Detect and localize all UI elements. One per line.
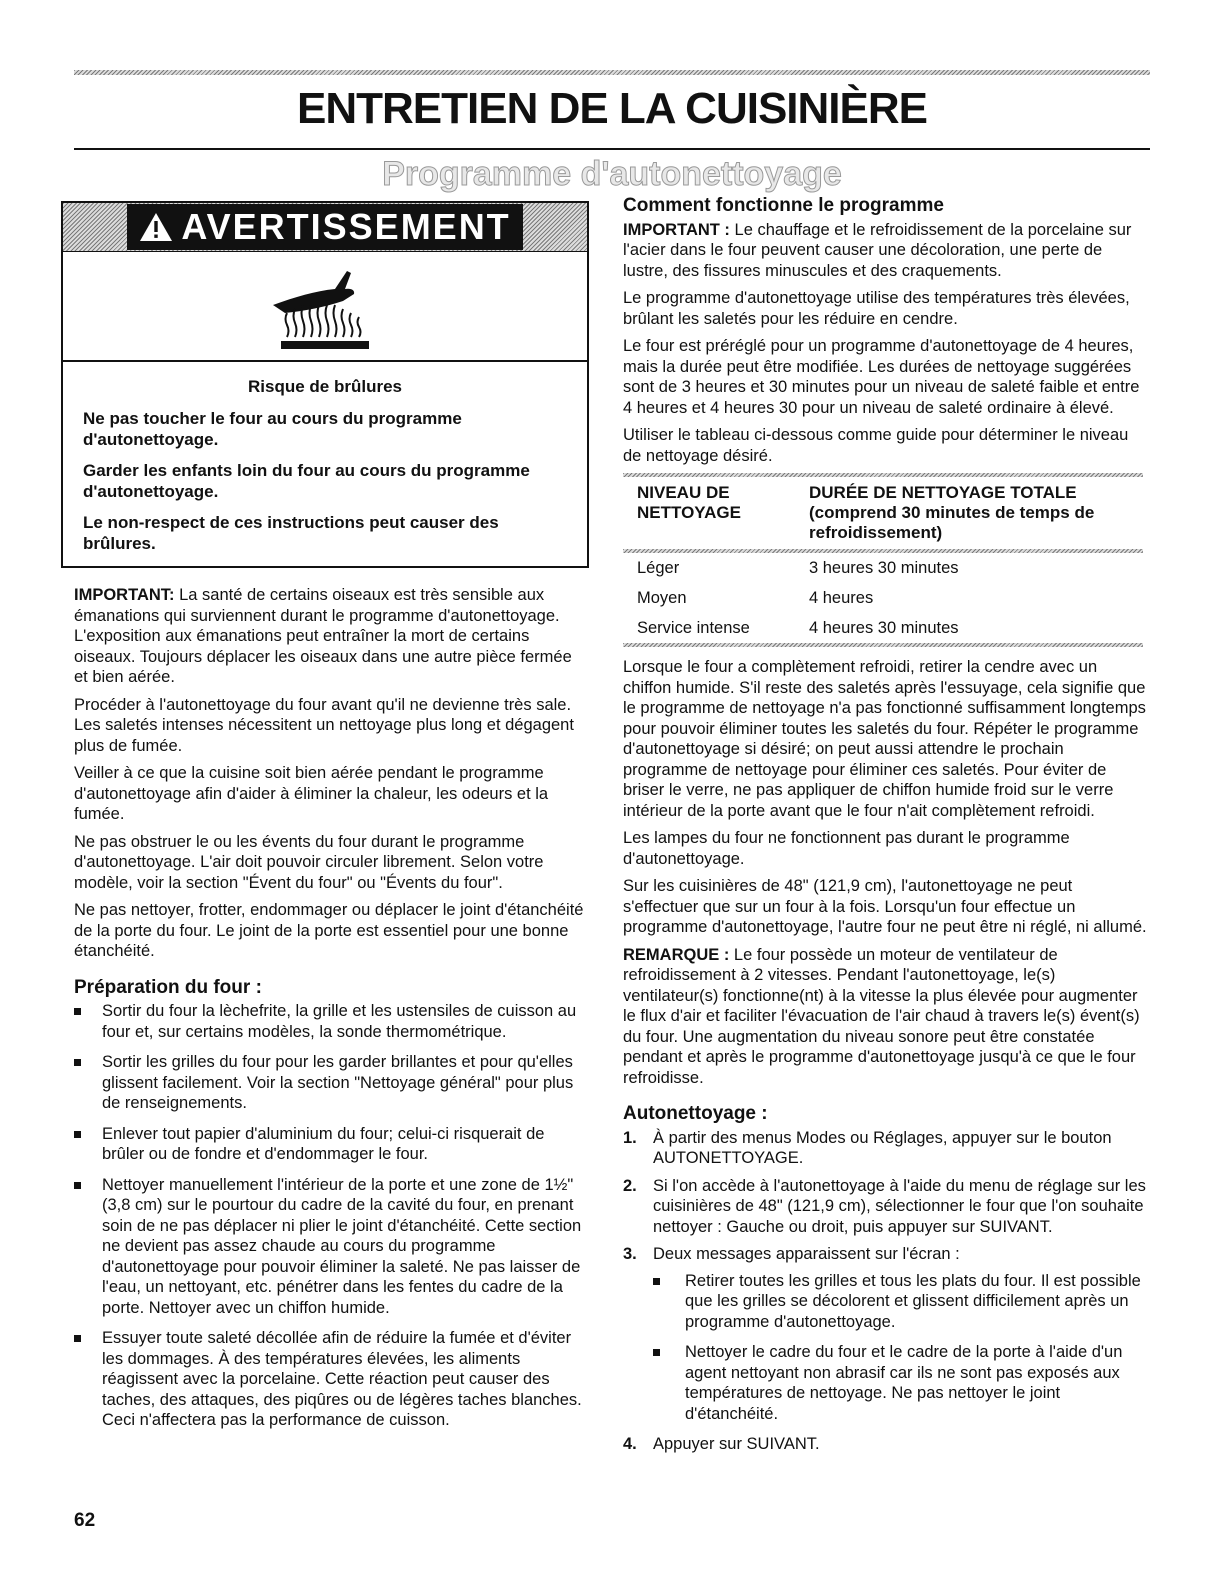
- step-item: [623, 1244, 1148, 1424]
- table-cell-duration: 3 heures 30 minutes: [809, 558, 959, 577]
- important-label: IMPORTANT :: [623, 220, 730, 239]
- step3-sublist: [623, 1271, 1148, 1425]
- title-divider: [74, 148, 1150, 150]
- warning-banner: [63, 203, 587, 252]
- section-title: Programme d'autonettoyage: [382, 155, 842, 193]
- remark-paragraph: [623, 945, 1148, 1089]
- remark-label: REMARQUE :: [623, 945, 730, 964]
- cleaning-duration-table: [623, 473, 1143, 647]
- important-text: La santé de certains oiseaux est très sensible aux émanations qui surviennent durant le programme d'autonettoyage. L'exposition aux émanations peut entraîner la mort de certains oiseaux. Toujours déplacer les oiseaux dans une autre pièce fermée et bien aérée.: [74, 586, 572, 686]
- paragraph: Utiliser le tableau ci-dessous comme guide pour déterminer le niveau de nettoyage désiré.: [623, 426, 1129, 465]
- step-item: [623, 1434, 1148, 1455]
- table-header-level: NIVEAU DE NETTOYAGE: [637, 483, 741, 522]
- table-header-duration: DURÉE DE NETTOYAGE TOTALE (comprend 30 minutes de temps de refroidissement): [809, 483, 1095, 542]
- warning-box: [61, 201, 589, 568]
- list-item: Essuyer toute saleté décollée afin de réduire la fumée et d'éviter les dommages. À des températures élevées, les aliments réagissent avec la porcelaine. Cette réaction peut causer des taches, des attaques, des piqûres ou de légères taches blanches. Ceci n'affectera pas la performance de cuisson.: [74, 1328, 586, 1431]
- step-text: Deux messages apparaissent sur l'écran :: [653, 1245, 960, 1263]
- warning-line: Garder les enfants loin du four au cours du programme d'autonettoyage.: [83, 461, 530, 501]
- important-text: Le chauffage et le refroidissement de la porcelaine sur l'acier dans le four peuvent causer une décoloration, une perte de lustre, des fissures minuscules et des craquements.: [623, 220, 1132, 280]
- list-item: Sortir les grilles du four pour les garder brillantes et pour qu'elles glissent facilement. Voir la section "Nettoyage général" pour plus de renseignements.: [74, 1052, 586, 1114]
- important-label: IMPORTANT:: [74, 586, 175, 604]
- paragraph: Lorsque le four a complètement refroidi, retirer la cendre avec un chiffon humide. S'il reste des saletés après l'essuyage, cela signifie que le programme de nettoyage n'a pas fonctionné suffisamment longtemps pour pouvoir éliminer toutes les saletés du four. Répéter le programme d'autonettoyage si désiré; on peut aussi attendre le prochain programme de nettoyage pour éliminer ces saletés. Pour éviter de briser le verre, ne pas appliquer de chiffon humide froid sur le verre intérieur de la porte avant que le four n'ait complètement refroidi.: [623, 658, 1146, 820]
- step-item: [623, 1176, 1148, 1238]
- step-text: Si l'on accède à l'autonettoyage à l'aide du menu de réglage sur les cuisinières de 48" (121,9 cm), sélectionner le four que l'on souhaite nettoyer : Gauche ou droit, puis appuyer sur SUIVANT.: [653, 1176, 1146, 1236]
- list-item: Enlever tout papier d'aluminium du four; celui-ci risquerait de brûler ou de fondre et d'endommager le four.: [74, 1124, 586, 1165]
- square-bullet-icon: [74, 1131, 81, 1138]
- top-rule: [74, 70, 1150, 75]
- paragraph: Les lampes du four ne fonctionnent pas durant le programme d'autonettoyage.: [623, 829, 1070, 868]
- page-title: ENTRETIEN DE LA CUISINIÈRE: [297, 84, 927, 133]
- important-birds-paragraph: [74, 585, 586, 688]
- hand-over-heat-icon: [265, 261, 385, 351]
- auto-heading: Autonettoyage :: [623, 1103, 768, 1124]
- square-bullet-icon: [74, 1059, 81, 1066]
- square-bullet-icon: [74, 1335, 81, 1342]
- table-cell-level: Service intense: [637, 618, 750, 637]
- how-heading: Comment fonctionne le programme: [623, 195, 944, 216]
- list-item: Nettoyer le cadre du four et le cadre de la porte à l'aide d'un agent nettoyant non abrasif car ils ne sont pas exposés aux températures de nettoyage. Ne pas nettoyer le joint d'étanchéité.: [653, 1342, 1148, 1424]
- paragraph: Veiller à ce que la cuisine soit bien aérée pendant le programme d'autonettoyage afin d'aider à éliminer la chaleur, les odeurs et la fumée.: [74, 764, 549, 823]
- page-number: 62: [74, 1510, 96, 1531]
- step-number: 3.: [623, 1245, 637, 1263]
- table-row: [623, 583, 1143, 613]
- left-column: [74, 585, 586, 1441]
- warning-banner-text: AVERTISSEMENT: [181, 206, 511, 247]
- warning-line: Le non-respect de ces instructions peut causer des brûlures.: [83, 513, 499, 553]
- warning-body: [63, 362, 587, 554]
- table-header-row: [623, 477, 1143, 549]
- table-row: [623, 613, 1143, 643]
- table-cell-duration: 4 heures: [809, 588, 874, 607]
- table-bottom-rule: [623, 643, 1143, 647]
- step-item: [623, 1128, 1148, 1169]
- warning-banner-label: [127, 204, 522, 250]
- step-number: 4.: [623, 1435, 637, 1453]
- step-number: 2.: [623, 1176, 637, 1195]
- steps-list: [623, 1128, 1148, 1455]
- square-bullet-icon: [653, 1278, 660, 1285]
- paragraph: Procéder à l'autonettoyage du four avant qu'il ne devienne très sale. Les saletés intenses nécessitent un nettoyage plus long et dégagent plus de fumée.: [74, 695, 574, 755]
- prep-list: [74, 1001, 586, 1431]
- remark-text: Le four possède un moteur de ventilateur de refroidissement à 2 vitesses. Pendant l'autonettoyage, le(s) ventilateur(s) fonctionne(nt) à la vitesse la plus élevée pour augmenter le flux d'air et faciliter l'évacuation de l'air chaud à travers le(s) évent(s) du four. Une augmentation du niveau sonore peut être constatée pendant et après le programme d'autonettoyage jusqu'à ce que le four refroidisse.: [623, 945, 1140, 1087]
- table-row: [623, 553, 1143, 583]
- step-text: Appuyer sur SUIVANT.: [653, 1435, 820, 1453]
- paragraph: Le four est préréglé pour un programme d'autonettoyage de 4 heures, mais la durée peut être modifiée. Les durées de nettoyage suggérées sont de 3 heures et 30 minutes pour un niveau de saleté faible et entre 4 heures et 4 heures 30 pour un niveau de saleté ordinaire à élevé.: [623, 337, 1140, 417]
- square-bullet-icon: [74, 1008, 81, 1015]
- warning-graphic: [63, 252, 587, 362]
- step-text: À partir des menus Modes ou Réglages, appuyer sur le bouton AUTONETTOYAGE.: [653, 1128, 1112, 1167]
- right-column: [623, 196, 1148, 1462]
- list-item: Sortir du four la lèchefrite, la grille et les ustensiles de cuisson au four et, sur certains modèles, la sonde thermométrique.: [74, 1001, 586, 1042]
- important-porcelain-paragraph: [623, 220, 1148, 282]
- square-bullet-icon: [653, 1349, 660, 1356]
- hazard-title: Risque de brûlures: [248, 377, 402, 396]
- paragraph: Ne pas nettoyer, frotter, endommager ou déplacer le joint d'étanchéité de la porte du four. Le joint de la porte est essentiel pour une bonne étanchéité.: [74, 901, 584, 960]
- paragraph: Sur les cuisinières de 48" (121,9 cm), l'autonettoyage ne peut s'effectuer que sur un four à la fois. Lorsqu'un four effectue un programme d'autonettoyage, l'autre four ne peut être ni réglé, ni allumé.: [623, 877, 1147, 936]
- paragraph: Ne pas obstruer le ou les évents du four durant le programme d'autonettoyage. L'air doit pouvoir circuler librement. Selon votre modèle, voir la section "Évent du four" ou "Évents du four".: [74, 832, 544, 892]
- table-cell-duration: 4 heures 30 minutes: [809, 618, 959, 637]
- list-item: Retirer toutes les grilles et tous les plats du four. Il est possible que les grilles se décolorent et glissent difficilement après un programme d'autonettoyage.: [653, 1271, 1148, 1333]
- table-cell-level: Léger: [637, 558, 680, 577]
- list-item: Nettoyer manuellement l'intérieur de la porte et une zone de 1½" (3,8 cm) sur le pourtour du cadre de la cavité du four, en prenant soin de ne pas déplacer ni plier le joint d'étanchéité. Cette section ne devient pas assez chaude au cours du programme d'autonettoyage pour pouvoir éliminer la saleté. Ne pas laisser de l'eau, un nettoyant, etc. pénétrer dans les fentes du cadre de la porte. Nettoyer avec un chiffon humide.: [74, 1175, 586, 1319]
- square-bullet-icon: [74, 1182, 81, 1189]
- paragraph: Le programme d'autonettoyage utilise des températures très élevées, brûlant les saletés pour les réduire en cendre.: [623, 289, 1130, 328]
- warning-triangle-icon: [139, 212, 173, 242]
- table-cell-level: Moyen: [637, 588, 687, 607]
- prep-heading: Préparation du four :: [74, 976, 262, 998]
- step-number: 1.: [623, 1128, 637, 1147]
- warning-line: Ne pas toucher le four au cours du programme d'autonettoyage.: [83, 409, 462, 449]
